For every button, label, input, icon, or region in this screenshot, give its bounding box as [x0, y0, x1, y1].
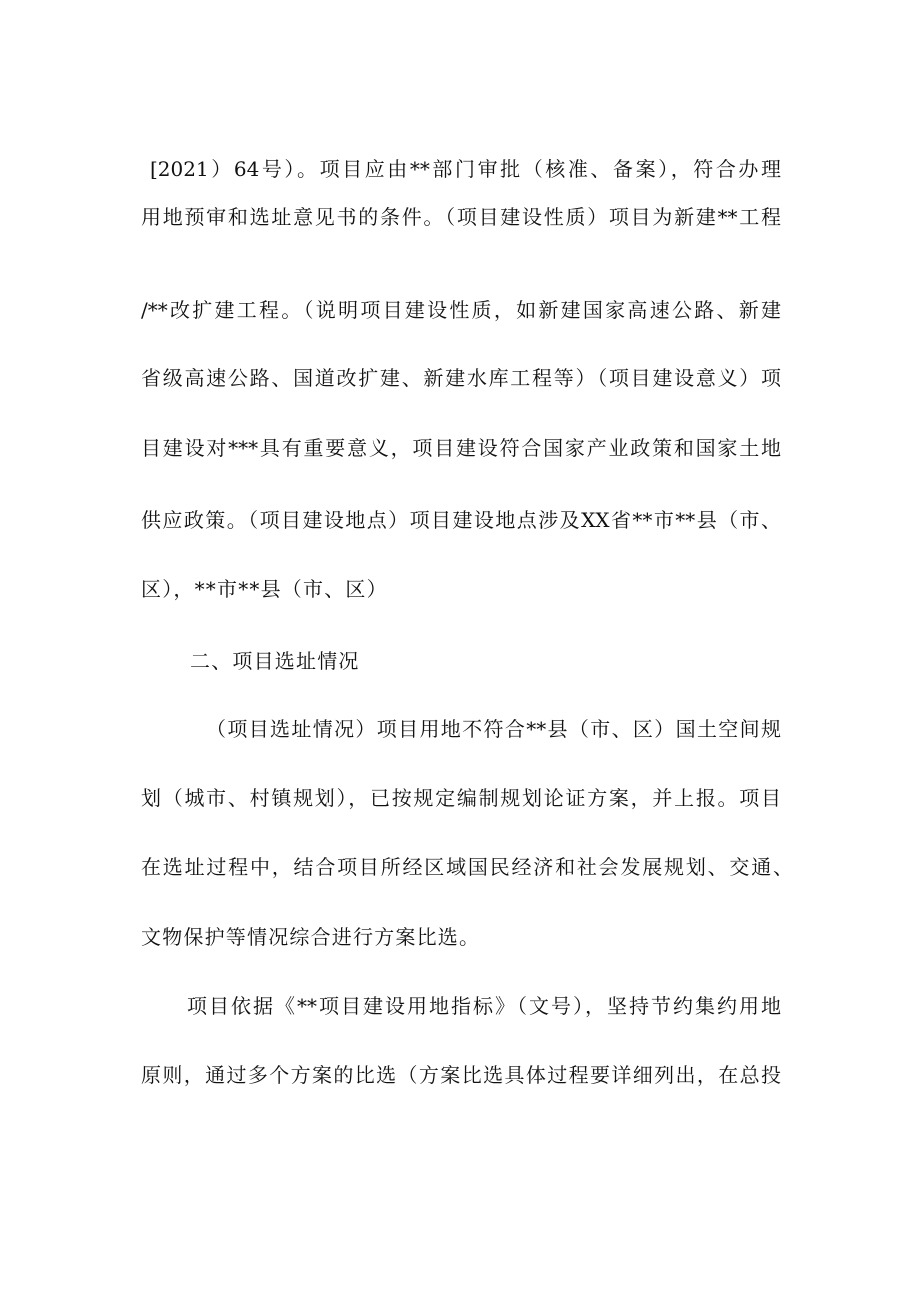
paragraph-line: 区），**市**县（市、区） — [141, 577, 388, 601]
paragraph-line: /**改扩建工程。（说明项目建设性质，如新建国家高速公路、新建 — [141, 298, 781, 322]
paragraph-line: 省级高速公路、国道改扩建、新建水库工程等）（项目建设意义）项 — [141, 366, 781, 390]
paragraph-line: 文物保护等情况综合进行方案比选。 — [141, 925, 481, 949]
paragraph-line: （项目选址情况）项目用地不符合**县（市、区）国土空间规 — [206, 717, 781, 741]
paragraph-line: [2021）64号）。项目应由**部门审批（核准、备案），符合办理 — [150, 157, 781, 181]
paragraph-line: 项目依据《**项目建设用地指标》（文号），坚持节约集约用地 — [187, 994, 781, 1018]
paragraph-line: 在选址过程中，结合项目所经区域国民经济和社会发展规划、交通、 — [141, 855, 793, 879]
paragraph-line: 用地预审和选址意见书的条件。（项目建设性质）项目为新建**工程 — [141, 205, 781, 229]
paragraph-line: 供应政策。（项目建设地点）项目建设地点涉及XX省**市**县（市、 — [141, 508, 781, 532]
section-heading: 二、项目选址情况 — [190, 649, 360, 673]
paragraph-line: 原则，通过多个方案的比选（方案比选具体过程要详细列出，在总投 — [141, 1063, 781, 1087]
paragraph-line: 划（城市、村镇规划），已按规定编制规划论证方案，并上报。项目 — [141, 786, 781, 810]
paragraph-line: 目建设对***具有重要意义，项目建设符合国家产业政策和国家土地 — [141, 436, 781, 460]
